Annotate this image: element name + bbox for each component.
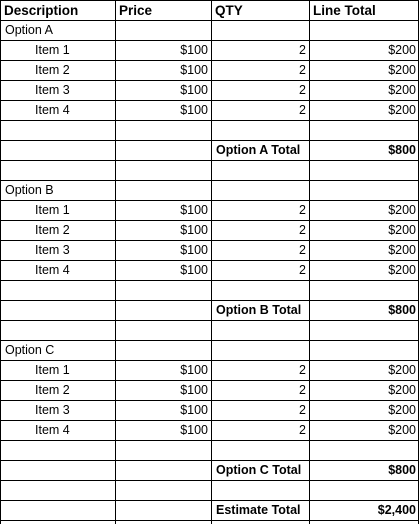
item-qty: 2 (299, 83, 306, 97)
section-total-value-option-a: $800 (388, 143, 416, 157)
item-price: $100 (180, 223, 208, 237)
grid-row-line (0, 160, 419, 161)
grid-column-line (309, 0, 310, 524)
grid-row-line (0, 220, 419, 221)
item-price: $100 (180, 403, 208, 417)
grid-column-line (115, 0, 116, 524)
section-total-value-option-c: $800 (388, 463, 416, 477)
item-price: $100 (180, 363, 208, 377)
item-description: Item 3 (35, 243, 70, 257)
grid-row-line (0, 20, 419, 21)
grid-row-line (0, 80, 419, 81)
grid-row-line (0, 420, 419, 421)
grid-row-line (0, 380, 419, 381)
grid-row-line (0, 360, 419, 361)
item-price: $100 (180, 243, 208, 257)
grid-row-line (0, 240, 419, 241)
item-qty: 2 (299, 63, 306, 77)
item-qty: 2 (299, 203, 306, 217)
item-line-total: $200 (388, 403, 416, 417)
item-qty: 2 (299, 43, 306, 57)
item-qty: 2 (299, 103, 306, 117)
item-price: $100 (180, 103, 208, 117)
header-price: Price (119, 3, 153, 18)
item-description: Item 2 (35, 223, 70, 237)
item-qty: 2 (299, 263, 306, 277)
grid-row-line (0, 40, 419, 41)
estimate-total-label: Estimate Total (216, 503, 301, 517)
item-description: Item 2 (35, 383, 70, 397)
item-price: $100 (180, 63, 208, 77)
item-line-total: $200 (388, 103, 416, 117)
grid-row-line (0, 180, 419, 181)
item-qty: 2 (299, 403, 306, 417)
section-total-label-option-a: Option A Total (216, 143, 301, 157)
item-qty: 2 (299, 423, 306, 437)
grid-row-line (0, 340, 419, 341)
grid-column-line (0, 0, 1, 524)
item-line-total: $200 (388, 243, 416, 257)
grid-column-line (418, 0, 419, 524)
section-title-option-a: Option A (5, 23, 53, 37)
item-description: Item 3 (35, 403, 70, 417)
item-line-total: $200 (388, 423, 416, 437)
item-price: $100 (180, 203, 208, 217)
estimate-total-value: $2,400 (377, 503, 416, 517)
grid-row-line (0, 280, 419, 281)
item-qty: 2 (299, 243, 306, 257)
item-description: Item 1 (35, 43, 70, 57)
grid-row-line (0, 140, 419, 141)
header-description: Description (4, 3, 79, 18)
item-qty: 2 (299, 383, 306, 397)
header-line-total: Line Total (313, 3, 376, 18)
grid-row-line (0, 60, 419, 61)
section-total-label-option-b: Option B Total (216, 303, 302, 317)
header-qty: QTY (215, 3, 243, 18)
grid-row-line (0, 300, 419, 301)
item-line-total: $200 (388, 223, 416, 237)
grid-row-line (0, 200, 419, 201)
item-line-total: $200 (388, 263, 416, 277)
item-description: Item 3 (35, 83, 70, 97)
item-line-total: $200 (388, 83, 416, 97)
item-price: $100 (180, 383, 208, 397)
grid-row-line (0, 260, 419, 261)
grid-row-line (0, 120, 419, 121)
grid-row-line (0, 400, 419, 401)
item-description: Item 4 (35, 103, 70, 117)
item-price: $100 (180, 43, 208, 57)
section-title-option-b: Option B (5, 183, 54, 197)
item-description: Item 1 (35, 203, 70, 217)
item-qty: 2 (299, 363, 306, 377)
section-total-label-option-c: Option C Total (216, 463, 302, 477)
item-description: Item 4 (35, 423, 70, 437)
item-price: $100 (180, 423, 208, 437)
item-line-total: $200 (388, 63, 416, 77)
item-line-total: $200 (388, 383, 416, 397)
section-total-value-option-b: $800 (388, 303, 416, 317)
item-description: Item 2 (35, 63, 70, 77)
item-line-total: $200 (388, 203, 416, 217)
item-line-total: $200 (388, 363, 416, 377)
grid-column-line (211, 0, 212, 524)
item-description: Item 1 (35, 363, 70, 377)
section-title-option-c: Option C (5, 343, 55, 357)
grid-row-line (0, 460, 419, 461)
grid-row-line (0, 520, 419, 521)
item-qty: 2 (299, 223, 306, 237)
grid-row-line (0, 0, 419, 1)
item-price: $100 (180, 83, 208, 97)
grid-row-line (0, 480, 419, 481)
grid-row-line (0, 440, 419, 441)
grid-row-line (0, 320, 419, 321)
item-price: $100 (180, 263, 208, 277)
item-description: Item 4 (35, 263, 70, 277)
grid-row-line (0, 100, 419, 101)
item-line-total: $200 (388, 43, 416, 57)
grid-row-line (0, 500, 419, 501)
